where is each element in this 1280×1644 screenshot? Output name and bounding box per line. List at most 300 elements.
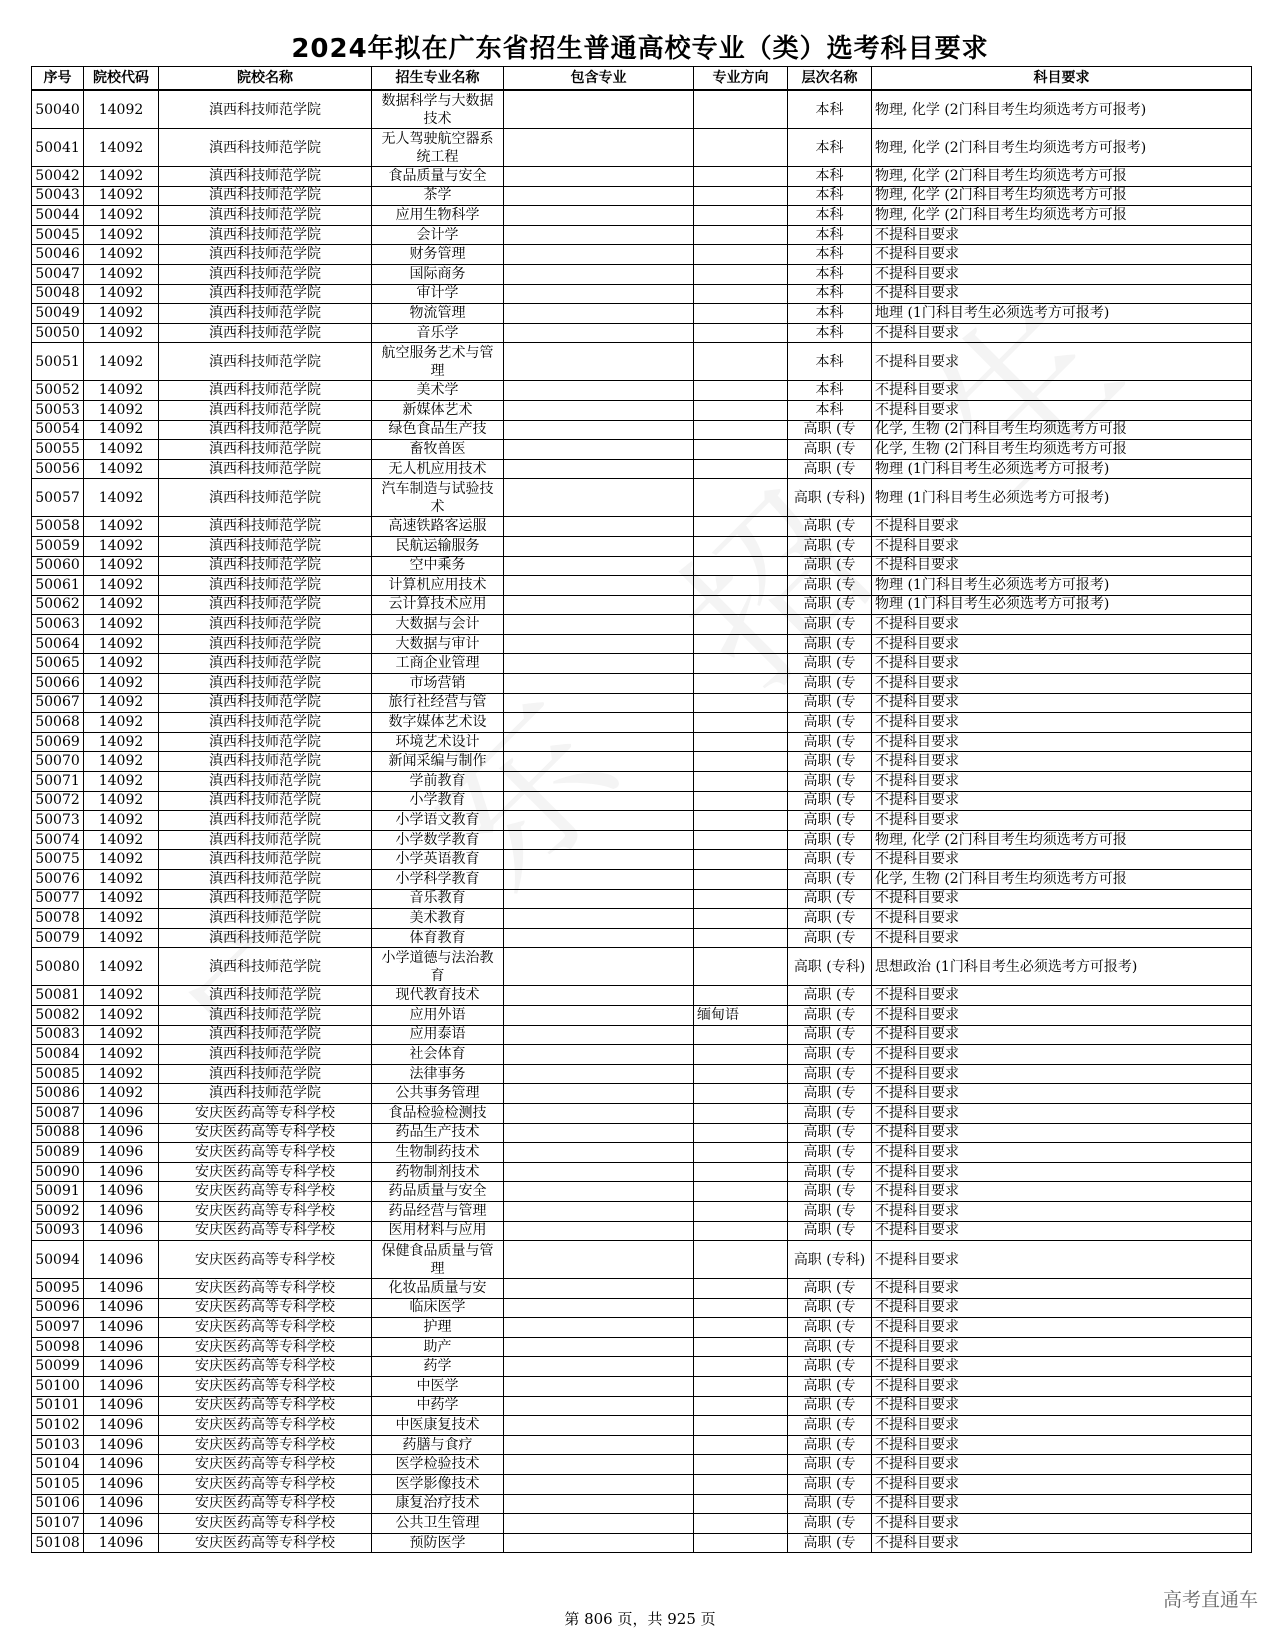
table-cell: 14096 bbox=[84, 1123, 159, 1143]
table-cell: 14096 bbox=[84, 1318, 159, 1338]
table-cell: 中医学 bbox=[372, 1377, 504, 1397]
table-cell: 高职 (专 bbox=[788, 674, 872, 694]
table-row bbox=[32, 264, 1252, 284]
table-cell: 50102 bbox=[32, 1416, 84, 1436]
table-cell: 滇西科技师范学院 bbox=[159, 167, 372, 187]
table-cell: 滇西科技师范学院 bbox=[159, 889, 372, 909]
table-cell bbox=[694, 420, 788, 440]
table-cell bbox=[504, 1514, 694, 1534]
table-cell bbox=[694, 576, 788, 596]
table-cell bbox=[694, 1435, 788, 1455]
table-cell: 14092 bbox=[84, 889, 159, 909]
table-cell bbox=[504, 343, 694, 381]
table-cell: 滇西科技师范学院 bbox=[159, 772, 372, 792]
table-cell bbox=[694, 674, 788, 694]
table-row bbox=[32, 459, 1252, 479]
column-header: 序号 bbox=[32, 67, 84, 91]
table-cell: 高职 (专 bbox=[788, 732, 872, 752]
table-cell bbox=[504, 850, 694, 870]
table-cell bbox=[504, 791, 694, 811]
table-cell: 本科 bbox=[788, 304, 872, 324]
table-cell: 不提科目要求 bbox=[872, 1318, 1252, 1338]
table-cell: 滇西科技师范学院 bbox=[159, 440, 372, 460]
table-cell: 滇西科技师范学院 bbox=[159, 634, 372, 654]
table-cell: 50101 bbox=[32, 1396, 84, 1416]
table-row bbox=[32, 634, 1252, 654]
table-cell: 50048 bbox=[32, 284, 84, 304]
table-cell: 50055 bbox=[32, 440, 84, 460]
column-header: 院校名称 bbox=[159, 67, 372, 91]
table-cell: 50097 bbox=[32, 1318, 84, 1338]
table-cell: 高职 (专 bbox=[788, 576, 872, 596]
table-cell: 空中乘务 bbox=[372, 556, 504, 576]
table-cell: 滇西科技师范学院 bbox=[159, 948, 372, 986]
table-cell bbox=[694, 479, 788, 517]
table-cell: 50093 bbox=[32, 1221, 84, 1241]
table-cell: 滇西科技师范学院 bbox=[159, 713, 372, 733]
table-cell: 滇西科技师范学院 bbox=[159, 129, 372, 167]
table-cell: 高职 (专 bbox=[788, 870, 872, 890]
table-cell: 50072 bbox=[32, 791, 84, 811]
table-cell: 不提科目要求 bbox=[872, 323, 1252, 343]
table-cell: 安庆医药高等专科学校 bbox=[159, 1533, 372, 1553]
table-cell: 不提科目要求 bbox=[872, 1396, 1252, 1416]
table-cell: 滇西科技师范学院 bbox=[159, 674, 372, 694]
table-cell: 康复治疗技术 bbox=[372, 1494, 504, 1514]
table-cell bbox=[504, 1221, 694, 1241]
page-title: 2024年拟在广东省招生普通高校专业（类）选考科目要求 bbox=[291, 34, 989, 64]
table-cell: 50076 bbox=[32, 870, 84, 890]
table-cell: 14096 bbox=[84, 1475, 159, 1495]
table-row bbox=[32, 440, 1252, 460]
table-cell: 50044 bbox=[32, 206, 84, 226]
table-cell bbox=[694, 1143, 788, 1163]
table-cell: 应用泰语 bbox=[372, 1025, 504, 1045]
table-cell: 50059 bbox=[32, 536, 84, 556]
table-cell bbox=[504, 186, 694, 206]
table-cell bbox=[504, 420, 694, 440]
table-cell: 50089 bbox=[32, 1143, 84, 1163]
table-cell: 50104 bbox=[32, 1455, 84, 1475]
table-cell: 14096 bbox=[84, 1396, 159, 1416]
table-cell: 50106 bbox=[32, 1494, 84, 1514]
table-row bbox=[32, 304, 1252, 324]
table-cell bbox=[504, 536, 694, 556]
table-cell: 50105 bbox=[32, 1475, 84, 1495]
table-cell: 安庆医药高等专科学校 bbox=[159, 1241, 372, 1279]
table-cell bbox=[694, 791, 788, 811]
table-cell: 小学科学教育 bbox=[372, 870, 504, 890]
table-cell bbox=[504, 732, 694, 752]
table-cell: 50096 bbox=[32, 1298, 84, 1318]
table-cell: 安庆医药高等专科学校 bbox=[159, 1337, 372, 1357]
table-cell bbox=[504, 304, 694, 324]
table-cell: 14096 bbox=[84, 1279, 159, 1299]
table-cell: 不提科目要求 bbox=[872, 556, 1252, 576]
table-row bbox=[32, 909, 1252, 929]
table-cell: 高职 (专 bbox=[788, 909, 872, 929]
table-cell: 小学英语教育 bbox=[372, 850, 504, 870]
table-header-row bbox=[32, 67, 1252, 91]
table-cell: 50085 bbox=[32, 1064, 84, 1084]
table-row bbox=[32, 1357, 1252, 1377]
table-cell: 50058 bbox=[32, 517, 84, 537]
table-cell bbox=[694, 1084, 788, 1104]
table-cell: 14092 bbox=[84, 948, 159, 986]
table-cell: 社会体育 bbox=[372, 1045, 504, 1065]
table-row bbox=[32, 1045, 1252, 1065]
table-cell: 14096 bbox=[84, 1416, 159, 1436]
table-cell bbox=[694, 693, 788, 713]
table-cell bbox=[694, 772, 788, 792]
table-cell: 50103 bbox=[32, 1435, 84, 1455]
table-cell: 安庆医药高等专科学校 bbox=[159, 1318, 372, 1338]
table-cell: 14096 bbox=[84, 1435, 159, 1455]
table-row bbox=[32, 420, 1252, 440]
table-row bbox=[32, 1084, 1252, 1104]
table-cell: 物理, 化学 (2门科目考生均须选考方可报考) bbox=[872, 90, 1252, 129]
table-cell: 14092 bbox=[84, 674, 159, 694]
table-row bbox=[32, 167, 1252, 187]
table-cell: 14092 bbox=[84, 420, 159, 440]
table-row bbox=[32, 129, 1252, 167]
table-row bbox=[32, 323, 1252, 343]
table-cell: 会计学 bbox=[372, 225, 504, 245]
table-cell: 药物制剂技术 bbox=[372, 1162, 504, 1182]
table-row bbox=[32, 1455, 1252, 1475]
table-cell: 14092 bbox=[84, 654, 159, 674]
table-cell bbox=[694, 167, 788, 187]
table-row bbox=[32, 1337, 1252, 1357]
table-cell: 14096 bbox=[84, 1494, 159, 1514]
table-cell: 50098 bbox=[32, 1337, 84, 1357]
table-cell bbox=[504, 1064, 694, 1084]
table-cell: 滇西科技师范学院 bbox=[159, 1025, 372, 1045]
table-cell: 不提科目要求 bbox=[872, 381, 1252, 401]
table-cell: 音乐学 bbox=[372, 323, 504, 343]
table-cell: 高职 (专 bbox=[788, 420, 872, 440]
table-cell: 药品经营与管理 bbox=[372, 1201, 504, 1221]
table-cell: 不提科目要求 bbox=[872, 400, 1252, 420]
table-cell: 滇西科技师范学院 bbox=[159, 752, 372, 772]
table-cell: 环境艺术设计 bbox=[372, 732, 504, 752]
table-cell: 高职 (专科) bbox=[788, 479, 872, 517]
table-cell bbox=[504, 1357, 694, 1377]
table-cell bbox=[504, 870, 694, 890]
table-cell: 50056 bbox=[32, 459, 84, 479]
table-cell bbox=[694, 1357, 788, 1377]
table-cell bbox=[694, 830, 788, 850]
table-cell bbox=[694, 1475, 788, 1495]
table-cell bbox=[504, 264, 694, 284]
table-cell: 14096 bbox=[84, 1337, 159, 1357]
table-cell: 50050 bbox=[32, 323, 84, 343]
table-cell: 不提科目要求 bbox=[872, 1533, 1252, 1553]
table-cell bbox=[694, 909, 788, 929]
table-cell: 高职 (专 bbox=[788, 1377, 872, 1397]
table-cell bbox=[694, 1494, 788, 1514]
table-row bbox=[32, 1162, 1252, 1182]
table-cell: 学前教育 bbox=[372, 772, 504, 792]
table-row bbox=[32, 1221, 1252, 1241]
table-cell bbox=[694, 732, 788, 752]
table-cell: 本科 bbox=[788, 90, 872, 129]
table-cell bbox=[504, 772, 694, 792]
table-cell: 不提科目要求 bbox=[872, 811, 1252, 831]
table-cell: 50078 bbox=[32, 909, 84, 929]
table-cell bbox=[504, 986, 694, 1006]
table-cell: 小学语文教育 bbox=[372, 811, 504, 831]
table-row bbox=[32, 850, 1252, 870]
table-cell: 14092 bbox=[84, 615, 159, 635]
table-cell: 本科 bbox=[788, 343, 872, 381]
table-cell: 应用生物科学 bbox=[372, 206, 504, 226]
table-cell bbox=[504, 909, 694, 929]
table-cell: 50046 bbox=[32, 245, 84, 265]
table-cell: 14092 bbox=[84, 830, 159, 850]
table-cell: 不提科目要求 bbox=[872, 1221, 1252, 1241]
table-cell: 安庆医药高等专科学校 bbox=[159, 1455, 372, 1475]
table-cell: 高职 (专 bbox=[788, 693, 872, 713]
column-header: 专业方向 bbox=[694, 67, 788, 91]
table-cell: 不提科目要求 bbox=[872, 772, 1252, 792]
table-cell: 高速铁路客运服 bbox=[372, 517, 504, 537]
table-cell: 14096 bbox=[84, 1143, 159, 1163]
table-cell: 50053 bbox=[32, 400, 84, 420]
table-cell: 50080 bbox=[32, 948, 84, 986]
table-cell: 无人机应用技术 bbox=[372, 459, 504, 479]
table-cell bbox=[504, 1103, 694, 1123]
table-cell: 民航运输服务 bbox=[372, 536, 504, 556]
table-cell: 安庆医药高等专科学校 bbox=[159, 1298, 372, 1318]
table-cell bbox=[694, 1416, 788, 1436]
table-cell: 50099 bbox=[32, 1357, 84, 1377]
table-cell bbox=[694, 1064, 788, 1084]
table-cell: 高职 (专 bbox=[788, 986, 872, 1006]
table-row bbox=[32, 1005, 1252, 1025]
table-cell: 高职 (专 bbox=[788, 1318, 872, 1338]
table-row bbox=[32, 1103, 1252, 1123]
table-cell bbox=[694, 1025, 788, 1045]
table-row bbox=[32, 1475, 1252, 1495]
table-row bbox=[32, 186, 1252, 206]
table-cell bbox=[694, 225, 788, 245]
table-cell bbox=[504, 830, 694, 850]
table-cell: 14096 bbox=[84, 1221, 159, 1241]
table-cell bbox=[504, 517, 694, 537]
table-cell: 高职 (专 bbox=[788, 1337, 872, 1357]
table-cell: 公共事务管理 bbox=[372, 1084, 504, 1104]
table-cell: 滇西科技师范学院 bbox=[159, 225, 372, 245]
table-cell: 50067 bbox=[32, 693, 84, 713]
table-cell bbox=[694, 1533, 788, 1553]
table-cell: 药学 bbox=[372, 1357, 504, 1377]
table-row bbox=[32, 889, 1252, 909]
table-cell: 14092 bbox=[84, 713, 159, 733]
table-cell: 滇西科技师范学院 bbox=[159, 381, 372, 401]
table-cell: 小学教育 bbox=[372, 791, 504, 811]
table-cell: 无人驾驶航空器系统工程 bbox=[372, 129, 504, 167]
table-cell: 公共卫生管理 bbox=[372, 1514, 504, 1534]
table-cell: 本科 bbox=[788, 323, 872, 343]
table-cell: 应用外语 bbox=[372, 1005, 504, 1025]
table-cell: 医学检验技术 bbox=[372, 1455, 504, 1475]
table-cell: 14092 bbox=[84, 693, 159, 713]
table-cell: 安庆医药高等专科学校 bbox=[159, 1416, 372, 1436]
table-cell: 高职 (专 bbox=[788, 654, 872, 674]
table-cell: 高职 (专 bbox=[788, 1416, 872, 1436]
table-cell bbox=[504, 1241, 694, 1279]
table-cell: 滇西科技师范学院 bbox=[159, 870, 372, 890]
table-cell: 滇西科技师范学院 bbox=[159, 186, 372, 206]
table-cell bbox=[694, 1201, 788, 1221]
table-cell: 审计学 bbox=[372, 284, 504, 304]
table-cell: 高职 (专 bbox=[788, 517, 872, 537]
table-cell bbox=[504, 1337, 694, 1357]
table-cell: 安庆医药高等专科学校 bbox=[159, 1475, 372, 1495]
table-cell: 安庆医药高等专科学校 bbox=[159, 1279, 372, 1299]
table-cell: 50069 bbox=[32, 732, 84, 752]
table-row bbox=[32, 225, 1252, 245]
table-cell: 高职 (专 bbox=[788, 1025, 872, 1045]
table-cell: 14092 bbox=[84, 400, 159, 420]
table-cell bbox=[694, 1396, 788, 1416]
table-cell bbox=[504, 1084, 694, 1104]
table-cell: 50092 bbox=[32, 1201, 84, 1221]
table-cell bbox=[504, 1318, 694, 1338]
table-cell bbox=[694, 1377, 788, 1397]
page-footer: 第 806 页，共 925 页 bbox=[564, 1610, 716, 1628]
column-header: 包含专业 bbox=[504, 67, 694, 91]
table-cell bbox=[694, 400, 788, 420]
table-cell: 不提科目要求 bbox=[872, 1045, 1252, 1065]
table-cell: 不提科目要求 bbox=[872, 1475, 1252, 1495]
table-cell: 不提科目要求 bbox=[872, 1064, 1252, 1084]
table-row bbox=[32, 1494, 1252, 1514]
table-cell: 滇西科技师范学院 bbox=[159, 264, 372, 284]
table-cell: 高职 (专 bbox=[788, 889, 872, 909]
table-cell bbox=[694, 615, 788, 635]
table-cell bbox=[504, 811, 694, 831]
table-cell: 高职 (专 bbox=[788, 440, 872, 460]
table-cell: 安庆医药高等专科学校 bbox=[159, 1221, 372, 1241]
table-cell bbox=[504, 1201, 694, 1221]
table-cell: 不提科目要求 bbox=[872, 1005, 1252, 1025]
table-cell: 50065 bbox=[32, 654, 84, 674]
table-cell: 高职 (专 bbox=[788, 752, 872, 772]
table-cell bbox=[504, 1279, 694, 1299]
table-cell: 14092 bbox=[84, 323, 159, 343]
table-cell: 食品质量与安全 bbox=[372, 167, 504, 187]
table-cell: 不提科目要求 bbox=[872, 791, 1252, 811]
table-cell: 滇西科技师范学院 bbox=[159, 830, 372, 850]
table-row bbox=[32, 517, 1252, 537]
table-cell: 化学, 生物 (2门科目考生均须选考方可报 bbox=[872, 420, 1252, 440]
table-cell: 50043 bbox=[32, 186, 84, 206]
table-cell: 滇西科技师范学院 bbox=[159, 245, 372, 265]
table-cell: 滇西科技师范学院 bbox=[159, 400, 372, 420]
table-cell: 不提科目要求 bbox=[872, 1279, 1252, 1299]
table-cell: 14092 bbox=[84, 1084, 159, 1104]
table-cell bbox=[694, 129, 788, 167]
table-row bbox=[32, 693, 1252, 713]
table-cell bbox=[504, 713, 694, 733]
table-cell bbox=[504, 225, 694, 245]
table-cell: 安庆医药高等专科学校 bbox=[159, 1396, 372, 1416]
table-cell bbox=[694, 986, 788, 1006]
table-cell: 14092 bbox=[84, 909, 159, 929]
table-cell: 50108 bbox=[32, 1533, 84, 1553]
table-cell: 不提科目要求 bbox=[872, 1162, 1252, 1182]
table-cell: 14092 bbox=[84, 167, 159, 187]
table-cell bbox=[504, 948, 694, 986]
table-cell: 14092 bbox=[84, 928, 159, 948]
table-cell: 美术教育 bbox=[372, 909, 504, 929]
table-cell bbox=[694, 713, 788, 733]
table-cell: 14092 bbox=[84, 343, 159, 381]
table-cell: 预防医学 bbox=[372, 1533, 504, 1553]
table-cell: 14096 bbox=[84, 1241, 159, 1279]
table-cell bbox=[504, 615, 694, 635]
table-cell bbox=[504, 1435, 694, 1455]
table-cell: 滇西科技师范学院 bbox=[159, 420, 372, 440]
table-cell: 高职 (专 bbox=[788, 1396, 872, 1416]
table-cell: 不提科目要求 bbox=[872, 693, 1252, 713]
table-cell: 高职 (专 bbox=[788, 1533, 872, 1553]
table-cell: 物流管理 bbox=[372, 304, 504, 324]
table-cell: 不提科目要求 bbox=[872, 1025, 1252, 1045]
table-cell: 护理 bbox=[372, 1318, 504, 1338]
table-cell: 数据科学与大数据技术 bbox=[372, 90, 504, 129]
table-cell bbox=[694, 90, 788, 129]
table-cell bbox=[694, 928, 788, 948]
table-cell: 50064 bbox=[32, 634, 84, 654]
table-cell: 本科 bbox=[788, 167, 872, 187]
table-cell bbox=[504, 1005, 694, 1025]
table-cell bbox=[504, 381, 694, 401]
table-cell bbox=[504, 1143, 694, 1163]
table-cell: 高职 (专 bbox=[788, 1182, 872, 1202]
table-cell: 物理 (1门科目考生必须选考方可报考) bbox=[872, 576, 1252, 596]
table-cell: 安庆医药高等专科学校 bbox=[159, 1123, 372, 1143]
table-cell bbox=[504, 556, 694, 576]
table-cell: 14092 bbox=[84, 1045, 159, 1065]
table-cell: 50084 bbox=[32, 1045, 84, 1065]
table-cell: 高职 (专 bbox=[788, 595, 872, 615]
table-row bbox=[32, 674, 1252, 694]
table-cell bbox=[504, 459, 694, 479]
table-cell: 高职 (专 bbox=[788, 1298, 872, 1318]
table-cell: 安庆医药高等专科学校 bbox=[159, 1201, 372, 1221]
table-cell: 50042 bbox=[32, 167, 84, 187]
table-cell bbox=[504, 889, 694, 909]
table-row bbox=[32, 752, 1252, 772]
table-cell bbox=[504, 1396, 694, 1416]
table-cell: 滇西科技师范学院 bbox=[159, 556, 372, 576]
table-cell: 14092 bbox=[84, 90, 159, 129]
table-row bbox=[32, 1377, 1252, 1397]
table-cell: 不提科目要求 bbox=[872, 1337, 1252, 1357]
table-cell: 高职 (专 bbox=[788, 634, 872, 654]
table-cell: 高职 (专 bbox=[788, 1103, 872, 1123]
table-cell: 50095 bbox=[32, 1279, 84, 1299]
table-cell bbox=[694, 1241, 788, 1279]
table-cell bbox=[694, 304, 788, 324]
table-cell: 14092 bbox=[84, 1005, 159, 1025]
table-cell: 高职 (专 bbox=[788, 811, 872, 831]
table-cell: 14092 bbox=[84, 206, 159, 226]
table-cell: 50040 bbox=[32, 90, 84, 129]
